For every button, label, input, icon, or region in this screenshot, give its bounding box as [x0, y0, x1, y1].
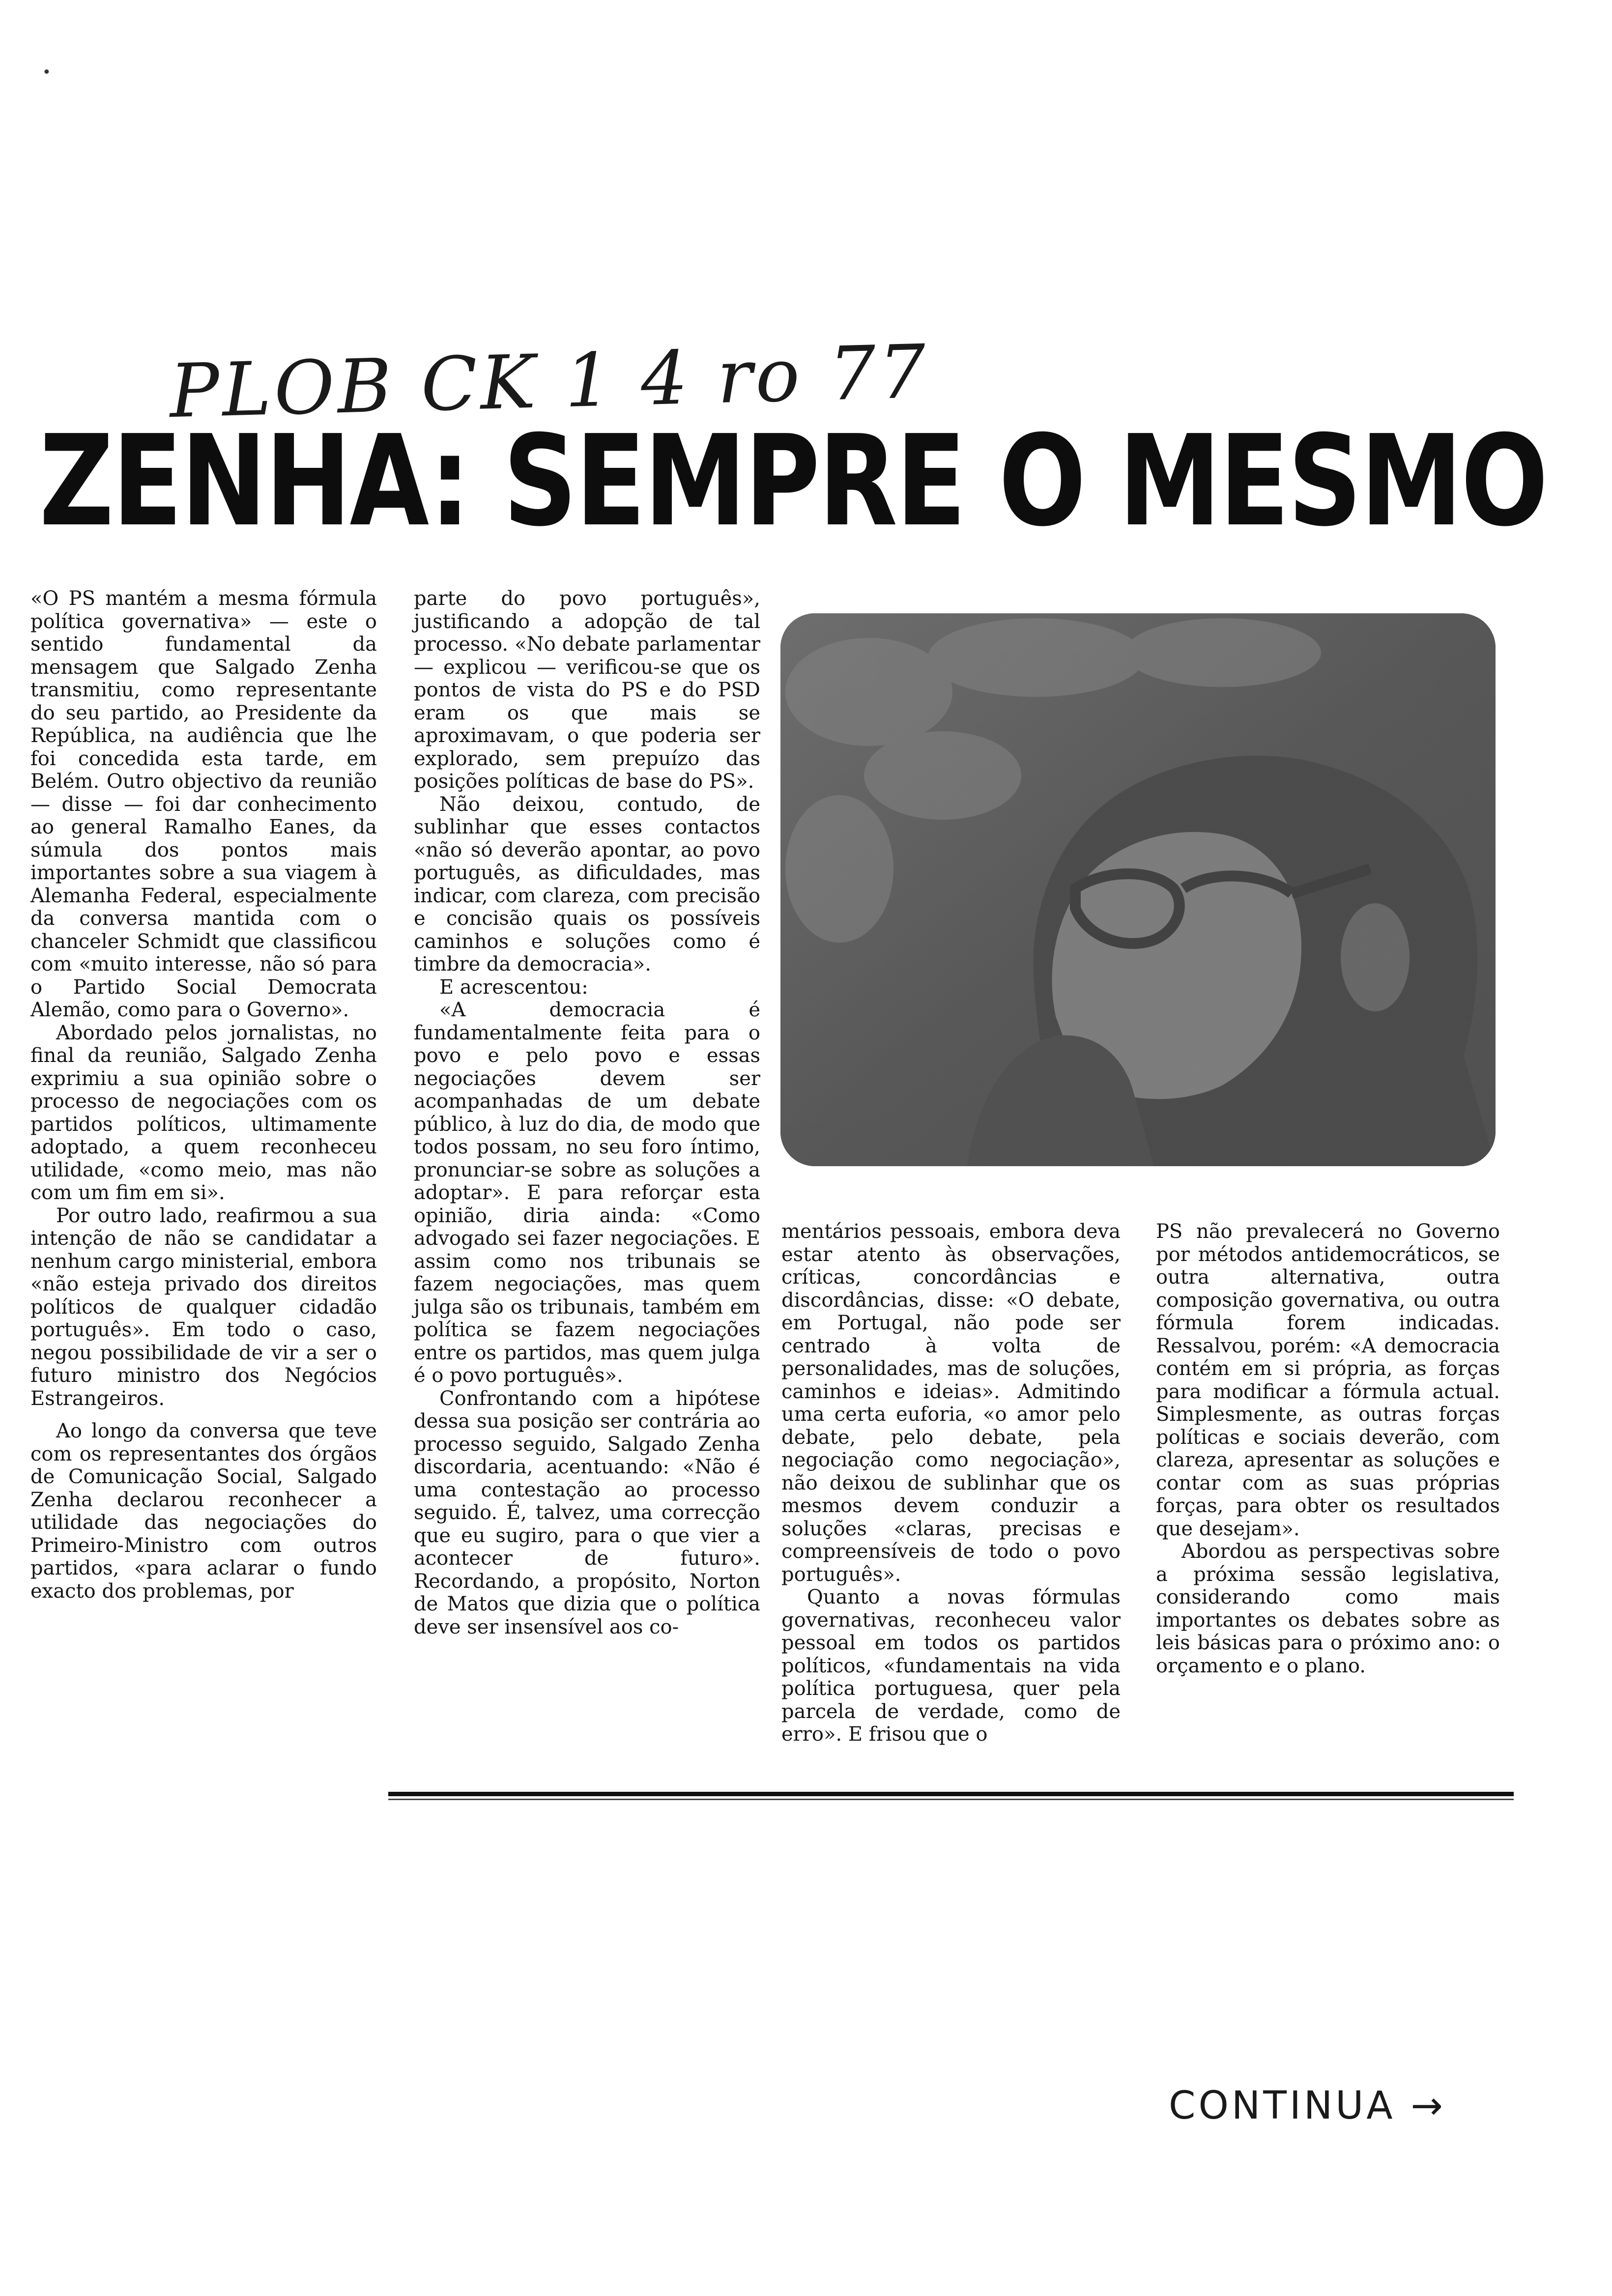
- paragraph: «O PS mantém a mesma fórmula política governativa» — este o sentido fundamental da mensagem que Salgado Zenha transmitiu, como representante do seu partido, ao Presidente da República, na audiência que lhe foi concedida esta tarde, em Belém. Outro objectivo da reunião — disse — foi dar conhecimento ao general Ramalho Eanes, da súmula dos pontos mais importantes sobre a sua viagem à Alemanha Federal, especialmente da conversa mantida com o chanceler Schmidt que classificou com «muito interesse, não só para o Partido Social Democrata Alemão, como para o Governo».: [30, 587, 377, 1021]
- margin-mark: •: [42, 64, 51, 81]
- article-column-1: [30, 587, 377, 1603]
- paragraph: Não deixou, contudo, de sublinhar que esses contactos «não só deverão apontar, ao povo português, as dificuldades, mas indicar, com clareza, com precisão e concisão quais os possíveis caminhos e soluções como é timbre da democracia».: [414, 793, 760, 976]
- paragraph: PS não prevalecerá no Governo por métodos antidemocráticos, se outra alternativa, outra composição governativa, ou outra fórmula forem indicadas. Ressalvou, porém: «A democracia contém em si própria, as forças para modificar a fórmula actual. Simplesmente, as outras forças políticas e sociais deverão, com clareza, apresentar as soluções e contar com as suas próprias forças, para obter os resultados que desejam».: [1156, 1220, 1500, 1540]
- continua-label: CONTINUA →: [1169, 2084, 1446, 2128]
- article-column-2: [414, 587, 760, 1638]
- article-column-3: [781, 1220, 1121, 1746]
- divider-rule: [388, 1792, 1514, 1796]
- paragraph: parte do povo português», justificando a adopção de tal processo. «No debate parlamentar — explicou — verificou-se que os pontos de vista do PS e do PSD eram os que mais se aproximavam, o que poderia ser explorado, sem prepuízo das posições políticas de base do PS».: [414, 587, 760, 793]
- paragraph: Abordou as perspectivas sobre a próxima sessão legislativa, considerando como mais importantes os debates sobre as leis básicas para o próximo ano: o orçamento e o plano.: [1156, 1540, 1500, 1677]
- paragraph: «A democracia é fundamentalmente feita para o povo e pelo povo e essas negociações devem ser acompanhadas de um debate público, à luz do dia, de modo que todos possam, no seu foro íntimo, pronunciar-se sobre as soluções a adoptar». E para reforçar esta opinião, diria ainda: «Como advogado sei fazer negociações. E assim como nos tribunais se fazem negociações, mas quem julga são os tribunais, também em política se fazem negociações entre os partidos, mas quem julga é o povo português».: [414, 999, 760, 1387]
- paragraph: Ao longo da conversa que teve com os representantes dos órgãos de Comunicação Social, Salgado Zenha declarou reconhecer a utilidade das negociações do Primeiro-Ministro com outros partidos, «para aclarar o fundo exacto dos problemas, por: [30, 1420, 377, 1603]
- headline: ZENHA: SEMPRE O MESMO: [39, 408, 1547, 554]
- paragraph: mentários pessoais, embora deva estar atento às observações, críticas, concordâncias e discordâncias, disse: «O debate, em Portugal, não pode ser centrado à volta de personalidades, mas de soluções, caminhos e ideias». Admitindo uma certa euforia, «o amor pelo debate, pelo debate, pela negociação como negociação», não deixou de sublinhar que os mesmos devem conduzir a soluções «claras, precisas e compreensíveis de todo o povo português».: [781, 1220, 1121, 1586]
- paragraph: Abordado pelos jornalistas, no final da reunião, Salgado Zenha exprimiu a sua opinião sobre o processo de negociações com os partidos políticos, ultimamente adoptado, a quem reconheceu utilidade, «como meio, mas não com um fim em si».: [30, 1021, 377, 1204]
- portrait-photo-icon: [780, 613, 1496, 1166]
- paragraph: E acrescentou:: [439, 976, 588, 999]
- portrait-photo: [780, 613, 1496, 1166]
- paragraph: Confrontando com a hipótese dessa sua posição ser contrária ao processo seguido, Salgado Zenha discordaria, acentuando: «Não é uma contestação ao processo seguido. É, talvez, uma correcção que eu sugiro, para o que vier a acontecer de futuro». Recordando, a propósito, Norton de Matos que dizia que o política deve ser insensível aos co-: [414, 1387, 760, 1638]
- paragraph: Quanto a novas fórmulas governativas, reconheceu valor pessoal em todos os partidos políticos, «fundamentais na vida política portuguesa, quer pela parcela de verdade, como de erro». E frisou que o: [781, 1586, 1121, 1746]
- paragraph: Por outro lado, reafirmou a sua intenção de não se candidatar a nenhum cargo ministerial, embora «não esteja privado dos direitos políticos de qualquer cidadão português». Em todo o caso, negou possibilidade de vir a ser o futuro ministro dos Negócios Estrangeiros.: [30, 1204, 377, 1410]
- handwritten-note: PLOB CK 1 4 ro 77: [168, 329, 930, 435]
- article-column-4: [1156, 1220, 1500, 1677]
- divider-rule: [388, 1799, 1514, 1800]
